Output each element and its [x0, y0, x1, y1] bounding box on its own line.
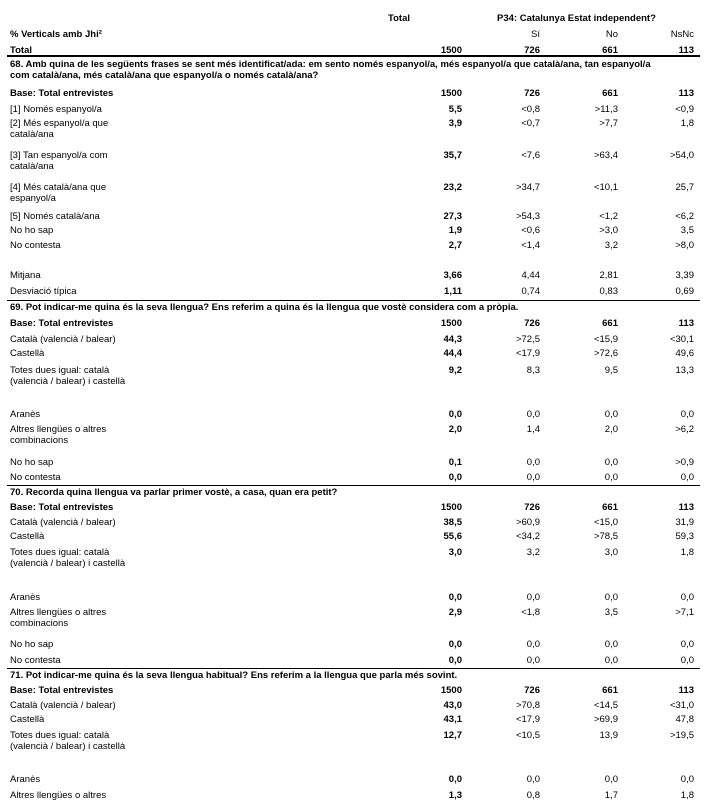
- question-text: 69. Pot indicar-me quina és la seva llengua? Ens referim a quina és la llengua que vostè considera com a pròpia.: [10, 302, 519, 313]
- row-label: Altres llengües o altres: [10, 607, 107, 618]
- row-label: No ho sap: [10, 225, 54, 236]
- total-row-value: 726: [524, 45, 540, 56]
- row-column-value: >60,9: [515, 517, 540, 528]
- total-row-label: Total: [10, 45, 32, 56]
- base-value: 661: [602, 502, 618, 513]
- row-column-value: 0,0: [526, 655, 540, 666]
- row-column-value: 2,81: [599, 270, 618, 281]
- row-column-value: <1,4: [521, 240, 540, 251]
- row-column-value: 49,6: [675, 348, 694, 359]
- base-label: Base: Total entrevistes: [10, 318, 114, 329]
- row-column-value: 0,83: [599, 286, 618, 297]
- row-column-value: 0,0: [526, 457, 540, 468]
- row-column-value: 0,0: [526, 409, 540, 420]
- row-column-value: 1,4: [526, 424, 540, 435]
- row-label: No ho sap: [10, 457, 54, 468]
- row-column-value: 1,8: [680, 118, 694, 129]
- base-value: 113: [678, 88, 694, 99]
- row-column-value: 9,5: [604, 365, 618, 376]
- row-column-value: 0,0: [604, 655, 618, 666]
- row-column-value: >72,6: [593, 348, 618, 359]
- row-column-value: 0,0: [680, 639, 694, 650]
- question-text: 70. Recorda quina llengua va parlar primer vostè, a casa, quan era petit?: [10, 487, 338, 498]
- row-total-value: 2,7: [448, 240, 462, 251]
- row-column-value: 3,5: [604, 607, 618, 618]
- row-label: espanyol/a: [10, 193, 56, 204]
- row-label: No contesta: [10, 240, 61, 251]
- row-label: Català (valencià / balear): [10, 334, 116, 345]
- row-column-value: <6,2: [675, 211, 694, 222]
- row-column-value: 13,3: [675, 365, 694, 376]
- stub-header-label: % Verticals amb Jhi²: [10, 29, 102, 40]
- row-column-value: 3,39: [675, 270, 694, 281]
- row-label: (valencià / balear) i castellà: [10, 376, 126, 387]
- row-label: Català (valencià / balear): [10, 700, 116, 711]
- total-row-value: 1500: [440, 45, 462, 56]
- row-total-value: 0,0: [448, 592, 462, 603]
- row-column-value: <14,5: [593, 700, 618, 711]
- row-column-value: 0,0: [604, 774, 618, 785]
- row-label: Altres llengües o altres: [10, 424, 107, 435]
- row-label: Mitjana: [10, 270, 41, 281]
- base-value: 113: [678, 685, 694, 696]
- row-column-value: 0,0: [680, 592, 694, 603]
- row-total-value: 23,2: [443, 182, 462, 193]
- row-total-value: 3,9: [448, 118, 462, 129]
- row-column-value: >54,0: [669, 150, 694, 161]
- row-label: No ho sap: [10, 639, 54, 650]
- base-value: 1500: [440, 88, 462, 99]
- row-total-value: 12,7: [443, 730, 462, 741]
- row-total-value: 35,7: [443, 150, 462, 161]
- base-value: 726: [524, 318, 540, 329]
- row-total-value: 27,3: [443, 211, 462, 222]
- row-label: Altres llengües o altres: [10, 790, 107, 801]
- row-total-value: 1,9: [448, 225, 462, 236]
- row-total-value: 2,0: [448, 424, 462, 435]
- row-column-value: 0,0: [680, 409, 694, 420]
- row-column-value: 0,0: [680, 655, 694, 666]
- row-label: [1] Només espanyol/a: [10, 104, 102, 115]
- row-total-value: 5,5: [448, 104, 462, 115]
- row-column-value: >63,4: [593, 150, 618, 161]
- column-header-si: Sí: [531, 29, 540, 40]
- question-text: 68. Amb quina de les següents frases se sent més identificat/ada: em sento només espanyol/a, més espanyol/a que català/ana, tan espanyol/a: [10, 59, 651, 70]
- row-label: Castellà: [10, 714, 45, 725]
- row-column-value: <0,8: [521, 104, 540, 115]
- row-column-value: 0,0: [526, 774, 540, 785]
- row-column-value: 1,8: [680, 790, 694, 801]
- base-value: 1500: [440, 685, 462, 696]
- row-column-value: 31,9: [675, 517, 694, 528]
- row-label: No contesta: [10, 655, 61, 666]
- row-column-value: <1,2: [599, 211, 618, 222]
- row-column-value: >8,0: [675, 240, 694, 251]
- row-total-value: 44,3: [443, 334, 462, 345]
- row-column-value: 2,0: [604, 424, 618, 435]
- row-label: Aranès: [10, 592, 41, 603]
- row-column-value: 0,0: [526, 639, 540, 650]
- base-label: Base: Total entrevistes: [10, 88, 114, 99]
- total-row-value: 661: [602, 45, 618, 56]
- row-label: català/ana: [10, 161, 54, 172]
- row-column-value: <34,2: [515, 531, 540, 542]
- row-column-value: <17,9: [515, 714, 540, 725]
- row-total-value: 3,66: [443, 270, 462, 281]
- row-column-value: 59,3: [675, 531, 694, 542]
- column-header-nsnc: NsNc: [670, 29, 694, 40]
- row-column-value: 0,74: [521, 286, 540, 297]
- row-label: [2] Més espanyol/a que: [10, 118, 109, 129]
- row-column-value: 1,7: [604, 790, 618, 801]
- row-column-value: 0,0: [526, 472, 540, 483]
- row-column-value: 0,0: [526, 592, 540, 603]
- row-column-value: >3,0: [599, 225, 618, 236]
- base-value: 113: [678, 318, 694, 329]
- row-total-value: 43,1: [443, 714, 462, 725]
- row-column-value: >78,5: [593, 531, 618, 542]
- row-column-value: <31,0: [669, 700, 694, 711]
- row-column-value: >69,9: [593, 714, 618, 725]
- row-total-value: 1,3: [448, 790, 462, 801]
- row-column-value: >7,1: [675, 607, 694, 618]
- base-label: Base: Total entrevistes: [10, 502, 114, 513]
- row-label: combinacions: [10, 618, 69, 629]
- banner-title: P34: Catalunya Estat independent?: [497, 13, 656, 24]
- row-column-value: <0,6: [521, 225, 540, 236]
- row-column-value: 25,7: [675, 182, 694, 193]
- row-label: Desviació típica: [10, 286, 77, 297]
- row-column-value: 0,0: [604, 472, 618, 483]
- row-total-value: 1,11: [444, 286, 462, 297]
- base-value: 661: [602, 88, 618, 99]
- row-column-value: 0,0: [680, 774, 694, 785]
- base-value: 1500: [440, 502, 462, 513]
- row-label: Totes dues igual: català: [10, 365, 110, 376]
- row-column-value: <15,0: [593, 517, 618, 528]
- total-column-header: Total: [388, 13, 410, 24]
- row-column-value: >34,7: [515, 182, 540, 193]
- row-column-value: <15,9: [593, 334, 618, 345]
- row-column-value: 3,2: [604, 240, 618, 251]
- row-column-value: >11,3: [594, 104, 618, 115]
- base-label: Base: Total entrevistes: [10, 685, 114, 696]
- row-total-value: 0,0: [448, 639, 462, 650]
- row-column-value: <1,8: [521, 607, 540, 618]
- row-column-value: >0,9: [675, 457, 694, 468]
- row-total-value: 2,9: [448, 607, 462, 618]
- base-value: 1500: [440, 318, 462, 329]
- row-column-value: 0,0: [604, 639, 618, 650]
- row-label: Aranès: [10, 774, 41, 785]
- base-value: 726: [524, 502, 540, 513]
- row-total-value: 0,0: [448, 655, 462, 666]
- row-label: Totes dues igual: català: [10, 547, 110, 558]
- base-value: 661: [602, 318, 618, 329]
- row-column-value: <10,1: [593, 182, 618, 193]
- row-column-value: 0,0: [604, 592, 618, 603]
- base-value: 113: [678, 502, 694, 513]
- row-label: combinacions: [10, 435, 69, 446]
- row-label: català/ana: [10, 129, 54, 140]
- row-column-value: 0,69: [675, 286, 694, 297]
- section-divider: [7, 300, 700, 301]
- row-label: Castellà: [10, 348, 45, 359]
- row-column-value: 0,8: [526, 790, 540, 801]
- row-total-value: 9,2: [448, 365, 462, 376]
- header-divider: [7, 55, 700, 57]
- row-column-value: 1,8: [680, 547, 694, 558]
- row-column-value: <0,7: [521, 118, 540, 129]
- row-column-value: 0,0: [604, 409, 618, 420]
- row-column-value: 0,0: [680, 472, 694, 483]
- row-column-value: <10,5: [515, 730, 540, 741]
- base-value: 726: [524, 685, 540, 696]
- row-label: [5] Només català/ana: [10, 211, 100, 222]
- row-label: Català (valencià / balear): [10, 517, 116, 528]
- row-column-value: >7,7: [599, 118, 618, 129]
- row-total-value: 0,1: [448, 457, 462, 468]
- row-total-value: 3,0: [448, 547, 462, 558]
- base-value: 726: [524, 88, 540, 99]
- total-row-value: 113: [678, 45, 694, 56]
- row-label: Aranès: [10, 409, 41, 420]
- row-total-value: 38,5: [443, 517, 462, 528]
- row-label: No contesta: [10, 472, 61, 483]
- question-text: 71. Pot indicar-me quina és la seva llengua habitual? Ens referim a la llengua que parla més sovint.: [10, 670, 458, 681]
- section-divider: [7, 668, 700, 669]
- row-column-value: >72,5: [515, 334, 540, 345]
- row-total-value: 55,6: [443, 531, 462, 542]
- row-column-value: 4,44: [521, 270, 540, 281]
- row-total-value: 43,0: [443, 700, 462, 711]
- row-column-value: <30,1: [669, 334, 694, 345]
- row-label: [3] Tan espanyol/a com: [10, 150, 108, 161]
- row-column-value: 3,0: [604, 547, 618, 558]
- section-divider: [7, 485, 700, 486]
- row-column-value: <17,9: [515, 348, 540, 359]
- row-column-value: >19,5: [669, 730, 694, 741]
- row-label: Castellà: [10, 531, 45, 542]
- row-total-value: 0,0: [448, 472, 462, 483]
- row-column-value: 0,0: [604, 457, 618, 468]
- row-total-value: 44,4: [443, 348, 462, 359]
- row-label: [4] Més català/ana que: [10, 182, 107, 193]
- row-column-value: 8,3: [526, 365, 540, 376]
- question-text: com català/ana, més català/ana que espanyol/a o només català/ana?: [10, 70, 319, 81]
- row-column-value: >6,2: [675, 424, 694, 435]
- row-total-value: 0,0: [448, 409, 462, 420]
- row-column-value: 47,8: [675, 714, 694, 725]
- row-label: Totes dues igual: català: [10, 730, 110, 741]
- row-column-value: >54,3: [515, 211, 540, 222]
- row-label: (valencià / balear) i castellà: [10, 558, 126, 569]
- row-total-value: 0,0: [448, 774, 462, 785]
- column-header-no: No: [605, 29, 618, 40]
- row-label: (valencià / balear) i castellà: [10, 741, 126, 752]
- row-column-value: <7,6: [521, 150, 540, 161]
- row-column-value: 13,9: [599, 730, 618, 741]
- row-column-value: <0,9: [675, 104, 694, 115]
- row-column-value: 3,5: [680, 225, 694, 236]
- row-column-value: >70,8: [515, 700, 540, 711]
- base-value: 661: [602, 685, 618, 696]
- row-column-value: 3,2: [526, 547, 540, 558]
